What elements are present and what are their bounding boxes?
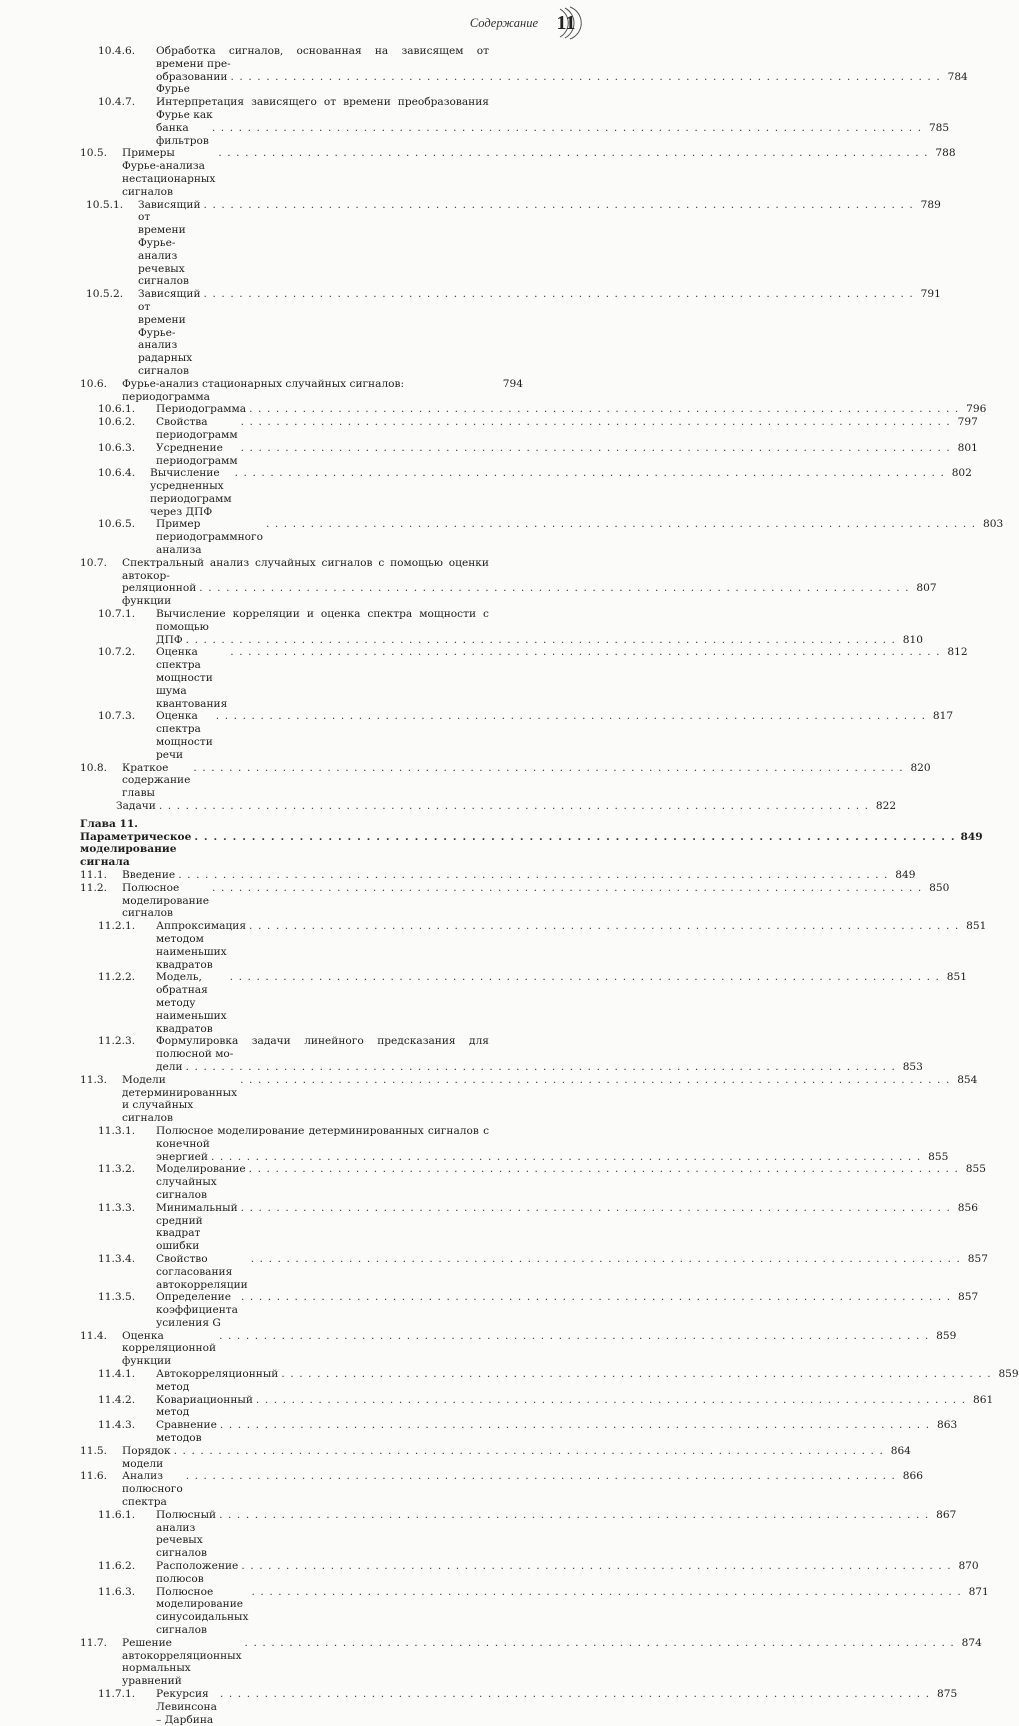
toc-entry-page: 863 <box>936 1419 958 1432</box>
toc-entry-number: 10.6.4. <box>98 467 136 480</box>
toc-entry-title: Зависящий от времени Фурье-анализ радарных сигналов <box>138 288 201 377</box>
toc-entry[interactable] <box>80 1585 989 1637</box>
toc-entry-title-line: Формулировка задачи линейного предсказания для полюсной мо- <box>156 1035 489 1061</box>
toc-entry-number: 11.2.1. <box>98 920 136 933</box>
toc-entry[interactable] <box>80 869 916 882</box>
toc-entry-title: Зависящий от времени Фурье-анализ речевых сигналов <box>138 198 201 288</box>
toc-entry-title: Фурье-анализ стационарных случайных сигналов: периодограмма <box>122 377 405 403</box>
dot-leader: . . . . . . . . . . . . . . . . . . . . . . . . . . . . . . . . . . . . . . . . . . . . . . . . . . . . . . . . . . . . . . . . . . . . . . . . . . . . . . . . <box>219 1688 931 1700</box>
toc-entry[interactable] <box>80 556 937 608</box>
dot-leader: . . . . . . . . . . . . . . . . . . . . . . . . . . . . . . . . . . . . . . . . . . . . . . . . . . . . . . . . . . . . . . . . . . . . . . . . . . . . . . . . <box>229 971 940 984</box>
toc-entry-title: Полюсный анализ речевых сигналов <box>156 1508 217 1560</box>
dot-leader: . . . . . . . . . . . . . . . . . . . . . . . . . . . . . . . . . . . . . . . . . . . . . . . . . . . . . . . . . . . . . . . . . . . . . . . . . . . . . . . . <box>219 1508 930 1521</box>
dot-leader: . . . . . . . . . . . . . . . . . . . . . . . . . . . . . . . . . . . . . . . . . . . . . . . . . . . . . . . . . . . . . . . . . . . . . . . . . . . . . . . . <box>185 633 896 646</box>
toc-entry-number: 10.5. <box>80 147 107 160</box>
toc-entry-title: Введение <box>122 869 176 881</box>
toc-entry-title: Аппроксимация методом наименьших квадратов <box>156 920 247 971</box>
dot-leader: . . . . . . . . . . . . . . . . . . . . . . . . . . . . . . . . . . . . . . . . . . . . . . . . . . . . . . . . . . . . . . . . . . . . . . . . . . . . . . . . <box>212 881 923 894</box>
dot-leader: . . . . . . . . . . . . . . . . . . . . . . . . . . . . . . . . . . . . . . . . . . . . . . . . . . . . . . . . . . . . . . . . . . . . . . . . . . . . . . . . <box>255 1393 967 1406</box>
toc-entry-page: 785 <box>928 121 950 134</box>
toc-entry-number: 10.5.2. <box>86 288 124 301</box>
toc-entry-number: 11.3.5. <box>98 1291 136 1304</box>
toc-entry-title: Ковариационный метод <box>156 1393 253 1419</box>
toc-entry-title: Минимальный средний квадрат ошибки <box>156 1201 238 1253</box>
toc-entry[interactable] <box>80 1124 949 1163</box>
toc-entry-number: 11.2.3. <box>98 1035 136 1048</box>
toc-entry-page: 851 <box>946 971 967 984</box>
toc-entry-title: энергией <box>156 1150 208 1163</box>
toc-entry[interactable] <box>80 1560 979 1586</box>
toc-entry-page: 861 <box>972 1393 994 1406</box>
dot-leader: . . . . . . . . . . . . . . . . . . . . . . . . . . . . . . . . . . . . . . . . . . . . . . . . . . . . . . . . . . . . . . . . . . . . . . . . . . . . . . . . <box>199 582 910 595</box>
dot-leader: . . . . . . . . . . . . . . . . . . . . . . . . . . . . . . . . . . . . . . . . . . . . . . . . . . . . . . . . . . . . . . . . . . . . . . . . . . . . . . . . <box>230 70 941 83</box>
toc-entry-number: 11.3.3. <box>98 1201 136 1214</box>
toc-entry-title-line: Вычисление корреляции и оценка спектра мощности с помощью <box>156 608 489 633</box>
toc-entry-title: Краткое содержание главы <box>122 761 191 800</box>
page-number-badge <box>544 6 588 40</box>
toc-entry-page: 849 <box>960 830 983 843</box>
toc-entry-number: 10.6.2. <box>98 416 136 429</box>
toc-entry-title: образовании Фурье <box>156 70 228 96</box>
toc-entry-title-line: Интерпретация зависящего от времени преобразования Фурье как <box>156 96 489 121</box>
toc-entry-title: Свойства периодограмм <box>156 416 238 441</box>
toc-entry-page: 866 <box>902 1470 924 1483</box>
dot-leader: . . . . . . . . . . . . . . . . . . . . . . . . . . . . . . . . . . . . . . . . . . . . . . . . . . . . . . . . . . . . . . . . . . . . . . . . . . . . . . . . <box>249 403 960 416</box>
toc-entry[interactable] <box>80 1035 923 1073</box>
toc-entry-page: 874 <box>961 1636 982 1649</box>
toc-entry-title: Задачи <box>116 800 156 813</box>
toc-entry-page: 870 <box>958 1560 979 1573</box>
toc-entry[interactable] <box>80 608 923 646</box>
toc-entry[interactable] <box>80 198 941 289</box>
toc-entry-number: 11.4.1. <box>98 1368 136 1381</box>
toc-entry[interactable] <box>80 800 897 813</box>
running-header <box>470 6 588 40</box>
toc-entry-title: Решение автокорреляционных нормальных уравнений <box>122 1636 242 1688</box>
toc-entry[interactable] <box>80 1444 911 1471</box>
toc-entry[interactable] <box>80 1393 994 1420</box>
toc-entry-page: 859 <box>936 1329 957 1342</box>
dot-leader: . . . . . . . . . . . . . . . . . . . . . . . . . . . . . . . . . . . . . . . . . . . . . . . . . . . . . . . . . . . . . . . . . . . . . . . . . . . . . . . . <box>173 1444 884 1457</box>
toc-entry-title: ДПФ <box>156 633 183 646</box>
toc-entry-number: 11.1. <box>80 869 107 881</box>
toc-entry[interactable] <box>80 403 987 416</box>
dot-leader: . . . . . . . . . . . . . . . . . . . . . . . . . . . . . . . . . . . . . . . . . . . . . . . . . . . . . . . . . . . . . . . . . . . . . . . . . . . . . . . . <box>218 147 929 160</box>
dot-leader: . . . . . . . . . . . . . . . . . . . . . . . . . . . . . . . . . . . . . . . . . . . . . . . . . . . . . . . . . . . . . . . . . . . . . . . . . . . . . . . . <box>193 761 904 774</box>
toc-entry[interactable] <box>80 1252 989 1291</box>
toc-entry-title: Определение коэффициента усиления G <box>156 1291 238 1329</box>
toc-entry[interactable] <box>80 1291 979 1329</box>
toc-entry-page: 855 <box>965 1163 986 1176</box>
dot-leader: . . . . . . . . . . . . . . . . . . . . . . . . . . . . . . . . . . . . . . . . . . . . . . . . . . . . . . . . . . . . . . . . . . . . . . . . . . . . . . . . <box>185 1470 897 1483</box>
dot-leader: . . . . . . . . . . . . . . . . . . . . . . . . . . . . . . . . . . . . . . . . . . . . . . . . . . . . . . . . . . . . . . . . . . . . . . . . . . . . . . . . <box>240 441 951 454</box>
toc-entry-number: 11.5. <box>80 1444 107 1457</box>
toc-entry-page: 849 <box>895 869 916 881</box>
table-of-contents <box>80 45 1019 1726</box>
toc-entry-page: 788 <box>935 147 956 160</box>
dot-leader: . . . . . . . . . . . . . . . . . . . . . . . . . . . . . . . . . . . . . . . . . . . . . . . . . . . . . . . . . . . . . . . . . . . . . . . . . . . . . . . . <box>240 416 951 429</box>
toc-entry-title-line: Обработка сигналов, основанная на зависящем от времени пре- <box>156 45 489 70</box>
running-title: Содержание <box>469 15 538 30</box>
toc-entry-number: 11.4.3. <box>98 1419 136 1432</box>
dot-leader: . . . . . . . . . . . . . . . . . . . . . . . . . . . . . . . . . . . . . . . . . . . . . . . . . . . . . . . . . . . . . . . . . . . . . . . . . . . . . . . . <box>203 288 914 301</box>
toc-entry[interactable] <box>80 1073 978 1125</box>
toc-entry-number: 11.3.1. <box>98 1124 136 1137</box>
toc-entry[interactable] <box>80 1329 957 1368</box>
toc-entry[interactable] <box>80 761 931 800</box>
toc-entry[interactable] <box>80 920 987 971</box>
toc-entry-title: Модель, обратная методу наименьших квадратов <box>156 971 227 1035</box>
dot-leader: . . . . . . . . . . . . . . . . . . . . . . . . . . . . . . . . . . . . . . . . . . . . . . . . . . . . . . . . . . . . . . . . . . . . . . . . . . . . . . . . <box>248 1163 959 1176</box>
toc-entry-page: 820 <box>910 761 931 774</box>
toc-entry-number: 10.6.3. <box>98 441 136 454</box>
dot-leader: . . . . . . . . . . . . . . . . . . . . . . . . . . . . . . . . . . . . . . . . . . . . . . . . . . . . . . . . . . . . . . . . . . . . . . . . . . . . . . . . <box>244 1636 955 1649</box>
toc-entry-number: 11.3.4. <box>98 1252 136 1265</box>
toc-entry[interactable] <box>80 96 950 147</box>
toc-entry-page: 859 <box>998 1368 1019 1381</box>
toc-entry[interactable] <box>80 1688 958 1726</box>
toc-entry-page: 803 <box>983 518 1004 531</box>
dot-leader: . . . . . . . . . . . . . . . . . . . . . . . . . . . . . . . . . . . . . . . . . . . . . . . . . . . . . . . . . . . . . . . . . . . . . . . . . . . . . . . . <box>240 1073 951 1086</box>
toc-entry-number: 10.7. <box>80 556 107 569</box>
toc-entry-number: 11.6.1. <box>98 1508 136 1521</box>
toc-entry[interactable] <box>80 1470 924 1509</box>
toc-entry-page: 851 <box>966 920 987 933</box>
page-number: 11 <box>556 11 576 34</box>
toc-entry-page: 871 <box>968 1585 989 1598</box>
toc-entry[interactable] <box>80 288 941 378</box>
toc-entry-number: 11.6. <box>80 1470 107 1483</box>
toc-entry-number: 10.6. <box>80 377 107 390</box>
toc-entry-page: 853 <box>902 1060 923 1073</box>
toc-entry[interactable] <box>80 518 1004 557</box>
toc-entry-number: 10.4.7. <box>98 96 136 109</box>
toc-entry-page: 807 <box>916 582 937 595</box>
toc-entry-page: 854 <box>957 1073 978 1086</box>
toc-entry[interactable] <box>80 1201 978 1253</box>
toc-entry-number: 11.3. <box>80 1073 107 1086</box>
toc-entry-number: 11.6.2. <box>98 1560 136 1573</box>
toc-entry-page: 875 <box>936 1688 958 1700</box>
toc-entry-number: 10.4.6. <box>98 45 136 57</box>
toc-entry-number: 11.3.2. <box>98 1163 136 1176</box>
toc-entry-title: Сравнение методов <box>156 1419 217 1445</box>
toc-entry-title-line: Спектральный анализ случайных сигналов с помощью оценки автокор- <box>122 556 489 582</box>
toc-entry-page: 855 <box>928 1150 949 1163</box>
dot-leader: . . . . . . . . . . . . . . . . . . . . . . . . . . . . . . . . . . . . . . . . . . . . . . . . . . . . . . . . . . . . . . . . . . . . . . . . . . . . . . . . <box>241 1560 952 1573</box>
toc-entry-page: 864 <box>890 1444 911 1457</box>
dot-leader: . . . . . . . . . . . . . . . . . . . . . . . . . . . . . . . . . . . . . . . . . . . . . . . . . . . . . . . . . . . . . . . . . . . . . . . . . . . . . . . . <box>178 869 889 881</box>
toc-entry-title: Оценка спектра мощности шума квантования <box>156 646 228 710</box>
dot-leader: . . . . . . . . . . . . . . . . . . . . . . . . . . . . . . . . . . . . . . . . . . . . . . . . . . . . . . . . . . . . . . . . . . . . . . . . . . . . . . . . <box>211 121 923 134</box>
toc-entry-page: 856 <box>957 1201 978 1214</box>
toc-entry[interactable] <box>80 147 956 198</box>
toc-entry-page: 789 <box>920 198 941 211</box>
toc-entry[interactable] <box>80 378 523 404</box>
toc-entry-title: дели <box>156 1060 183 1073</box>
toc-entry-title: Рекурсия Левинсона – Дарбина <box>156 1688 217 1726</box>
toc-entry-title: Вычисление усредненных периодограмм через ДПФ <box>150 467 232 518</box>
toc-entry-title: реляционной функции <box>122 582 197 608</box>
dot-leader: . . . . . . . . . . . . . . . . . . . . . . . . . . . . . . . . . . . . . . . . . . . . . . . . . . . . . . . . . . . . . . . . . . . . . . . . . . . . . . . . <box>185 1060 896 1073</box>
toc-entry[interactable] <box>80 971 967 1035</box>
toc-entry-page: 812 <box>947 646 968 659</box>
toc-entry-title: Периодограмма <box>156 403 247 416</box>
dot-leader: . . . . . . . . . . . . . . . . . . . . . . . . . . . . . . . . . . . . . . . . . . . . . . . . . . . . . . . . . . . . . . . . . . . . . . . . . . . . . . . . <box>240 1291 952 1304</box>
toc-entry-number: 10.5.1. <box>86 198 124 211</box>
toc-entry-number: 11.2. <box>80 881 107 894</box>
toc-entry-page: 822 <box>875 800 897 813</box>
toc-entry-number: 11.7. <box>80 1636 107 1649</box>
toc-entry[interactable] <box>80 441 978 468</box>
chapter-heading: Глава 11. <box>80 817 138 830</box>
toc-entry[interactable] <box>80 45 968 96</box>
toc-entry-title: Пример периодограммного анализа <box>156 518 263 557</box>
toc-entry-page: 810 <box>902 633 923 646</box>
dot-leader: . . . . . . . . . . . . . . . . . . . . . . . . . . . . . . . . . . . . . . . . . . . . . . . . . . . . . . . . . . . . . . . . . . . . . . . . . . . . . . . . <box>230 646 941 659</box>
toc-entry-title: Параметрическое моделирование сигнала <box>80 830 192 869</box>
toc-entry-title: Оценка корреляционной функции <box>122 1329 217 1368</box>
toc-entry-number: 10.7.2. <box>98 646 136 659</box>
toc-entry-page: 817 <box>932 710 954 723</box>
dot-leader: . . . . . . . . . . . . . . . . . . . . . . . . . . . . . . . . . . . . . . . . . . . . . . . . . . . . . . . . . . . . . . . . . . . . . . . . . . . . . . . . <box>158 800 870 813</box>
toc-entry[interactable] <box>80 646 968 710</box>
toc-entry-number: 10.8. <box>80 761 107 774</box>
toc-entry-page: 797 <box>957 416 978 429</box>
toc-entry-page: 867 <box>936 1508 957 1521</box>
toc-entry-number: 11.7.1. <box>98 1688 136 1700</box>
toc-entry[interactable] <box>80 1419 958 1445</box>
toc-entry[interactable] <box>80 881 950 920</box>
toc-entry-title: Усреднение периодограмм <box>156 441 238 467</box>
toc-entry[interactable] <box>80 1508 957 1560</box>
toc-entry-title: Модели детерминированных и случайных сигналов <box>122 1073 238 1125</box>
dot-leader: . . . . . . . . . . . . . . . . . . . . . . . . . . . . . . . . . . . . . . . . . . . . . . . . . . . . . . . . . . . . . . . . . . . . . . . . . . . . . . . . <box>219 1419 931 1432</box>
toc-entry-page: 791 <box>920 288 941 301</box>
dot-leader: . . . . . . . . . . . . . . . . . . . . . . . . . . . . . . . . . . . . . . . . . . . . . . . . . . . . . . . . . . . . . . . . . . . . . . . . . . . . . . . . <box>194 830 956 843</box>
toc-entry[interactable] <box>80 710 954 761</box>
toc-entry[interactable] <box>80 1636 982 1688</box>
dot-leader: . . . . . . . . . . . . . . . . . . . . . . . . . . . . . . . . . . . . . . . . . . . . . . . . . . . . . . . . . . . . . . . . . . . . . . . . . . . . . . . . <box>234 467 945 480</box>
toc-entry-page: 801 <box>957 441 978 454</box>
toc-entry-page: 857 <box>967 1252 989 1265</box>
dot-leader: . . . . . . . . . . . . . . . . . . . . . . . . . . . . . . . . . . . . . . . . . . . . . . . . . . . . . . . . . . . . . . . . . . . . . . . . . . . . . . . . <box>211 1150 922 1163</box>
dot-leader: . . . . . . . . . . . . . . . . . . . . . . . . . . . . . . . . . . . . . . . . . . . . . . . . . . . . . . . . . . . . . . . . . . . . . . . . . . . . . . . . <box>250 1252 962 1265</box>
dot-leader: . . . . . . . . . . . . . . . . . . . . . . . . . . . . . . . . . . . . . . . . . . . . . . . . . . . . . . . . . . . . . . . . . . . . . . . . . . . . . . . . <box>240 1201 951 1214</box>
toc-entry[interactable] <box>80 1163 986 1201</box>
toc-entry-number: 11.4.2. <box>98 1393 136 1406</box>
toc-entry-number: 10.7.3. <box>98 710 136 723</box>
toc-entry-title-line: Полюсное моделирование детерминированных сигналов с конечной <box>156 1124 489 1150</box>
dot-leader: . . . . . . . . . . . . . . . . . . . . . . . . . . . . . . . . . . . . . . . . . . . . . . . . . . . . . . . . . . . . . . . . . . . . . . . . . . . . . . . . <box>203 198 914 211</box>
dot-leader: . . . . . . . . . . . . . . . . . . . . . . . . . . . . . . . . . . . . . . . . . . . . . . . . . . . . . . . . . . . . . . . . . . . . . . . . . . . . . . . . <box>219 1329 930 1342</box>
toc-entry-page: 796 <box>966 403 987 416</box>
toc-entry-title: Примеры Фурье-анализа нестационарных сигналов <box>122 147 216 198</box>
dot-leader: . . . . . . . . . . . . . . . . . . . . . . . . . . . . . . . . . . . . . . . . . . . . . . . . . . . . . . . . . . . . . . . . . . . . . . . . . . . . . . . . <box>265 518 977 531</box>
toc-entry-page: 794 <box>502 377 523 390</box>
toc-entry-title: Свойство согласования автокорреляции <box>156 1252 248 1291</box>
toc-entry-number: 11.2.2. <box>98 971 136 984</box>
dot-leader: . . . . . . . . . . . . . . . . . . . . . . . . . . . . . . . . . . . . . . . . . . . . . . . . . . . . . . . . . . . . . . . . . . . . . . . . . . . . . . . . <box>215 710 927 723</box>
toc-entry-title: Моделирование случайных сигналов <box>156 1163 246 1201</box>
toc-entry-title: Анализ полюсного спектра <box>122 1470 183 1509</box>
toc-entry-title: Оценка спектра мощности речи <box>156 710 213 761</box>
toc-entry-page: 850 <box>929 881 950 894</box>
toc-entry-number: 11.4. <box>80 1329 107 1342</box>
toc-entry-title: банка фильтров <box>156 121 209 147</box>
toc-entry-page: 802 <box>951 467 972 480</box>
toc-entry[interactable] <box>80 467 972 518</box>
toc-entry-number: 10.7.1. <box>98 608 136 621</box>
toc-entry-number: 11.6.3. <box>98 1585 136 1598</box>
toc-entry-title: Порядок модели <box>122 1444 171 1470</box>
toc-entry-title: Полюсное моделирование сигналов <box>122 881 210 920</box>
dot-leader: . . . . . . . . . . . . . . . . . . . . . . . . . . . . . . . . . . . . . . . . . . . . . . . . . . . . . . . . . . . . . . . . . . . . . . . . . . . . . . . . <box>281 1368 992 1381</box>
toc-entry[interactable] <box>80 416 978 442</box>
dot-leader: . . . . . . . . . . . . . . . . . . . . . . . . . . . . . . . . . . . . . . . . . . . . . . . . . . . . . . . . . . . . . . . . . . . . . . . . . . . . . . . . <box>251 1585 962 1598</box>
dot-leader: . . . . . . . . . . . . . . . . . . . . . . . . . . . . . . . . . . . . . . . . . . . . . . . . . . . . . . . . . . . . . . . . . . . . . . . . . . . . . . . . <box>249 920 960 933</box>
toc-entry-page: 784 <box>947 70 968 83</box>
toc-entry[interactable] <box>80 830 983 869</box>
toc-entry-page: 857 <box>958 1291 979 1304</box>
toc-entry-title: Расположение полюсов <box>156 1560 239 1585</box>
toc-entry-number: 10.6.1. <box>98 403 136 416</box>
toc-entry-title: Автокорреляционный метод <box>156 1368 279 1393</box>
toc-entry-title: Полюсное моделирование синусоидальных сигналов <box>156 1585 249 1637</box>
toc-entry[interactable] <box>80 1368 1019 1394</box>
toc-entry-number: 10.6.5. <box>98 518 136 531</box>
